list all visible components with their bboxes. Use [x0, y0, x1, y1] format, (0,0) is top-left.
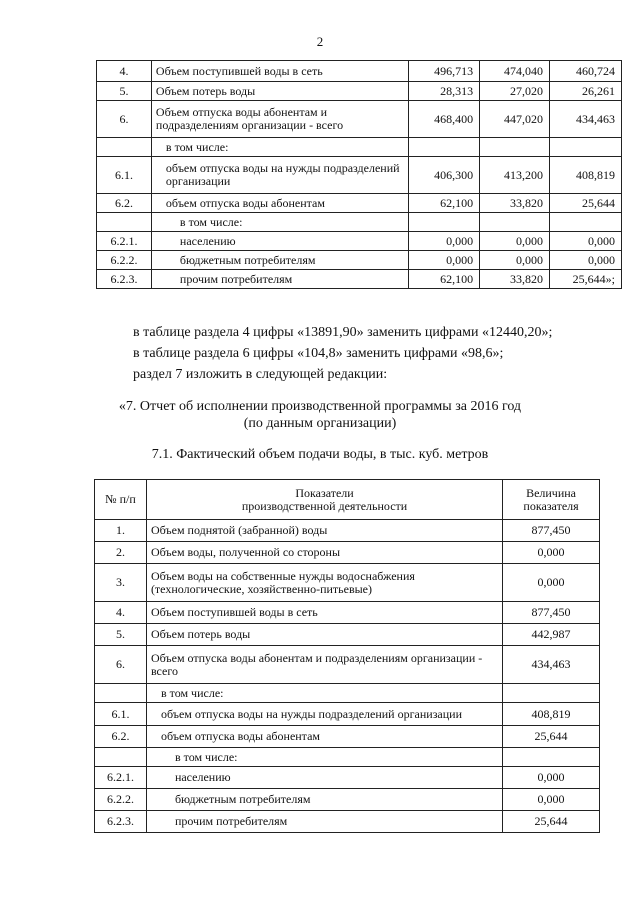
section-title-line2: (по данным организации) — [243, 416, 397, 431]
row-label: в том числе: — [146, 748, 502, 767]
row-value-1: 28,313 — [409, 82, 480, 101]
row-label: Объем потерь воды — [151, 82, 408, 101]
table-row — [97, 232, 622, 251]
row-number: 6.2.2. — [97, 251, 152, 270]
row-value-2: 0,000 — [480, 251, 550, 270]
row-value-2: 33,820 — [480, 194, 550, 213]
row-value: 434,463 — [503, 646, 600, 684]
row-label: прочим потребителям — [146, 811, 502, 833]
row-value-3: 408,819 — [550, 157, 622, 194]
row-value-3 — [550, 213, 622, 232]
previous-table — [96, 60, 622, 289]
row-label: Объем воды на собственные нужды водоснабжения (технологические, хозяйственно-питьевые) — [146, 564, 502, 602]
row-number: 6.1. — [97, 157, 152, 194]
row-value: 408,819 — [503, 703, 600, 726]
row-value: 0,000 — [503, 542, 600, 564]
section-title-line1: «7. Отчет об исполнении производственной программы за 2016 год — [118, 399, 522, 414]
row-value-2: 33,820 — [480, 270, 550, 289]
row-value — [503, 684, 600, 703]
row-value-1: 468,400 — [409, 101, 480, 138]
row-value-1: 62,100 — [409, 270, 480, 289]
row-value-3: 26,261 — [550, 82, 622, 101]
row-value-1: 0,000 — [409, 232, 480, 251]
row-label: Объем поступившей воды в сеть — [146, 602, 502, 624]
table-row — [97, 194, 622, 213]
paragraph-replace-section6: в таблице раздела 6 цифры «104,8» заменить цифрами «98,6»; — [133, 346, 504, 361]
row-number — [97, 138, 152, 157]
header-value — [503, 480, 600, 520]
header-indicators-line1: Показатели — [295, 485, 354, 500]
table-row — [97, 101, 622, 138]
row-label: Объем поступившей воды в сеть — [151, 61, 408, 82]
row-label: Объем потерь воды — [146, 624, 502, 646]
subsection-title: 7.1. Фактический объем подачи воды, в тыс. куб. метров — [151, 447, 489, 462]
row-number: 3. — [95, 564, 147, 602]
row-value — [503, 748, 600, 767]
paragraph-section7-intro: раздел 7 изложить в следующей редакции: — [133, 367, 388, 382]
row-value-3: 460,724 — [550, 61, 622, 82]
row-value: 442,987 — [503, 624, 600, 646]
row-number: 2. — [95, 542, 147, 564]
row-label: объем отпуска воды абонентам — [151, 194, 408, 213]
table-row — [95, 767, 600, 789]
row-number: 6.1. — [95, 703, 147, 726]
water-supply-table — [94, 479, 600, 833]
row-value-2: 413,200 — [480, 157, 550, 194]
row-number — [97, 213, 152, 232]
table-row — [97, 213, 622, 232]
row-number: 6.2. — [95, 726, 147, 748]
section-title — [0, 398, 640, 432]
row-number: 1. — [95, 520, 147, 542]
table-row — [97, 251, 622, 270]
table-row — [95, 564, 600, 602]
row-number: 4. — [97, 61, 152, 82]
row-value-3: 25,644»; — [550, 270, 622, 289]
row-number: 6.2.1. — [95, 767, 147, 789]
row-number: 5. — [97, 82, 152, 101]
row-number: 6.2.3. — [95, 811, 147, 833]
table-row — [95, 703, 600, 726]
row-value-2: 447,020 — [480, 101, 550, 138]
row-value: 0,000 — [503, 767, 600, 789]
row-label: прочим потребителям — [151, 270, 408, 289]
row-label: населению — [151, 232, 408, 251]
table-row — [95, 602, 600, 624]
table-row — [95, 811, 600, 833]
row-number: 6.2.3. — [97, 270, 152, 289]
row-value: 25,644 — [503, 811, 600, 833]
paragraph-replace-section4: в таблице раздела 4 цифры «13891,90» заменить цифрами «12440,20»; — [133, 325, 553, 340]
table-row — [95, 789, 600, 811]
row-value: 0,000 — [503, 789, 600, 811]
header-value-line1: Величина — [526, 485, 577, 500]
row-value-1: 0,000 — [409, 251, 480, 270]
row-value-3: 25,644 — [550, 194, 622, 213]
row-number: 4. — [95, 602, 147, 624]
row-value-3: 434,463 — [550, 101, 622, 138]
table-row — [97, 157, 622, 194]
row-number: 6.2. — [97, 194, 152, 213]
row-value: 877,450 — [503, 602, 600, 624]
row-number: 6. — [97, 101, 152, 138]
row-value-3: 0,000 — [550, 232, 622, 251]
row-number: 6. — [95, 646, 147, 684]
table-row — [95, 624, 600, 646]
page-number: 2 — [316, 34, 324, 49]
row-label: Объем отпуска воды абонентам и подразделениям организации - всего — [146, 646, 502, 684]
row-value-1: 62,100 — [409, 194, 480, 213]
row-label: Объем отпуска воды абонентам и подразделениям организации - всего — [151, 101, 408, 138]
table-row — [95, 684, 600, 703]
row-value-3 — [550, 138, 622, 157]
row-label: бюджетным потребителям — [151, 251, 408, 270]
row-number — [95, 684, 147, 703]
row-number: 6.2.1. — [97, 232, 152, 251]
row-value-3: 0,000 — [550, 251, 622, 270]
row-label: Объем поднятой (забранной) воды — [146, 520, 502, 542]
row-label: бюджетным потребителям — [146, 789, 502, 811]
table-row — [95, 542, 600, 564]
header-num: № п/п — [95, 480, 147, 520]
row-value: 877,450 — [503, 520, 600, 542]
table-row — [97, 138, 622, 157]
row-label: в том числе: — [151, 138, 408, 157]
row-value-1: 496,713 — [409, 61, 480, 82]
row-label: объем отпуска воды на нужды подразделений организации — [146, 703, 502, 726]
row-value-2 — [480, 213, 550, 232]
header-value-line2: показателя — [523, 498, 579, 513]
table-row — [95, 520, 600, 542]
row-value-1 — [409, 213, 480, 232]
row-label: в том числе: — [146, 684, 502, 703]
row-label: объем отпуска воды на нужды подразделений организации — [151, 157, 408, 194]
row-value: 25,644 — [503, 726, 600, 748]
row-value-2: 27,020 — [480, 82, 550, 101]
row-label: в том числе: — [151, 213, 408, 232]
table-header-row — [95, 480, 600, 520]
header-indicators-line2: производственной деятельности — [241, 498, 408, 513]
row-number: 6.2.2. — [95, 789, 147, 811]
row-value-1: 406,300 — [409, 157, 480, 194]
row-label: населению — [146, 767, 502, 789]
table-row — [95, 646, 600, 684]
row-value-2: 474,040 — [480, 61, 550, 82]
table-row — [97, 82, 622, 101]
row-value: 0,000 — [503, 564, 600, 602]
table-row — [97, 270, 622, 289]
row-value-1 — [409, 138, 480, 157]
header-indicators — [146, 480, 502, 520]
table-row — [95, 748, 600, 767]
table-row — [97, 61, 622, 82]
table-row — [95, 726, 600, 748]
row-label: объем отпуска воды абонентам — [146, 726, 502, 748]
row-label: Объем воды, полученной со стороны — [146, 542, 502, 564]
row-value-2: 0,000 — [480, 232, 550, 251]
row-number: 5. — [95, 624, 147, 646]
row-value-2 — [480, 138, 550, 157]
row-number — [95, 748, 147, 767]
